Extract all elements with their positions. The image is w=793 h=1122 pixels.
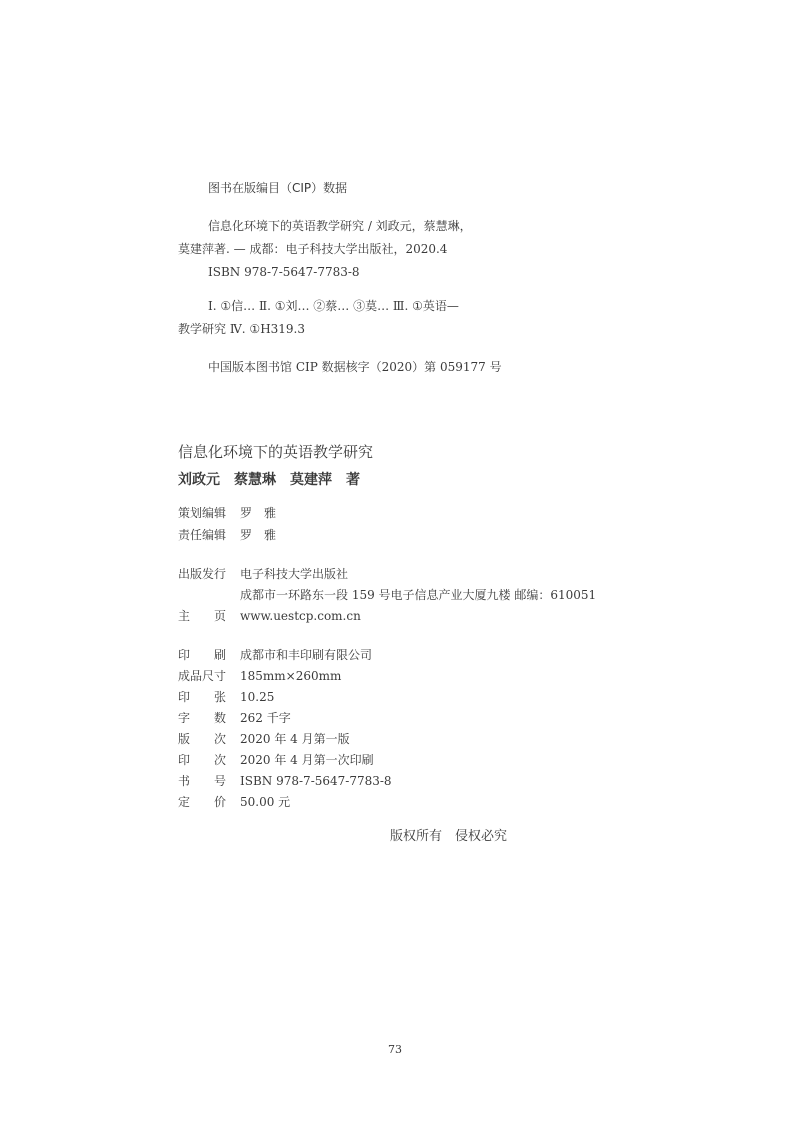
info-label: 书 号 xyxy=(178,774,227,788)
info-label: 印 刷 xyxy=(178,648,227,662)
book-authors: 刘政元 蔡慧琳 莫建萍 著 xyxy=(178,472,360,488)
cip-isbn: ISBN 978-7-5647-7783-8 xyxy=(208,265,360,279)
info-value: 成都市和丰印刷有限公司 xyxy=(240,648,373,662)
info-label: 印 次 xyxy=(178,753,227,767)
info-label: 字 数 xyxy=(178,711,227,725)
info-label: 定 价 xyxy=(178,795,227,809)
page-number: 73 xyxy=(388,1043,402,1056)
cip-classification-line-2: 教学研究 Ⅳ. ①H319.3 xyxy=(178,322,306,336)
info-label: 版 次 xyxy=(178,732,227,746)
info-value: 电子科技大学出版社 xyxy=(240,567,349,581)
cip-heading: 图书在版编目（CIP）数据 xyxy=(208,181,348,195)
info-label: 印 张 xyxy=(178,690,227,704)
info-label: 主 页 xyxy=(178,609,227,623)
cip-citation-line-1: 信息化环境下的英语教学研究 / 刘政元，蔡慧琳， xyxy=(208,219,472,233)
book-title: 信息化环境下的英语教学研究 xyxy=(178,443,374,461)
info-value: ISBN 978-7-5647-7783-8 xyxy=(240,774,392,788)
info-label: 策划编辑 xyxy=(178,506,227,520)
info-value: 成都市一环路东一段 159 号电子信息产业大厦九楼 邮编：610051 xyxy=(240,588,597,602)
info-value: 2020 年 4 月第一版 xyxy=(240,732,350,746)
info-value: 2020 年 4 月第一次印刷 xyxy=(240,753,374,767)
info-value: 185mm×260mm xyxy=(240,669,342,683)
info-value: www.uestcp.com.cn xyxy=(240,609,361,623)
info-value: 罗 雅 xyxy=(240,506,277,520)
info-label: 成品尺寸 xyxy=(178,669,227,683)
info-label: 责任编辑 xyxy=(178,528,227,542)
info-value: 50.00 元 xyxy=(240,795,291,809)
copyright-notice: 版权所有 侵权必究 xyxy=(390,829,508,844)
cip-citation-line-2: 莫建萍著. — 成都：电子科技大学出版社，2020.4 xyxy=(178,242,448,256)
cip-record-number: 中国版本图书馆 CIP 数据核字（2020）第 059177 号 xyxy=(208,360,502,374)
info-label: 出版发行 xyxy=(178,567,227,581)
info-value: 262 千字 xyxy=(240,711,291,725)
cip-classification-line-1: Ⅰ. ①信… Ⅱ. ①刘… ②蔡… ③莫… Ⅲ. ①英语— xyxy=(208,299,459,313)
info-value: 10.25 xyxy=(240,690,275,704)
info-value: 罗 雅 xyxy=(240,528,277,542)
